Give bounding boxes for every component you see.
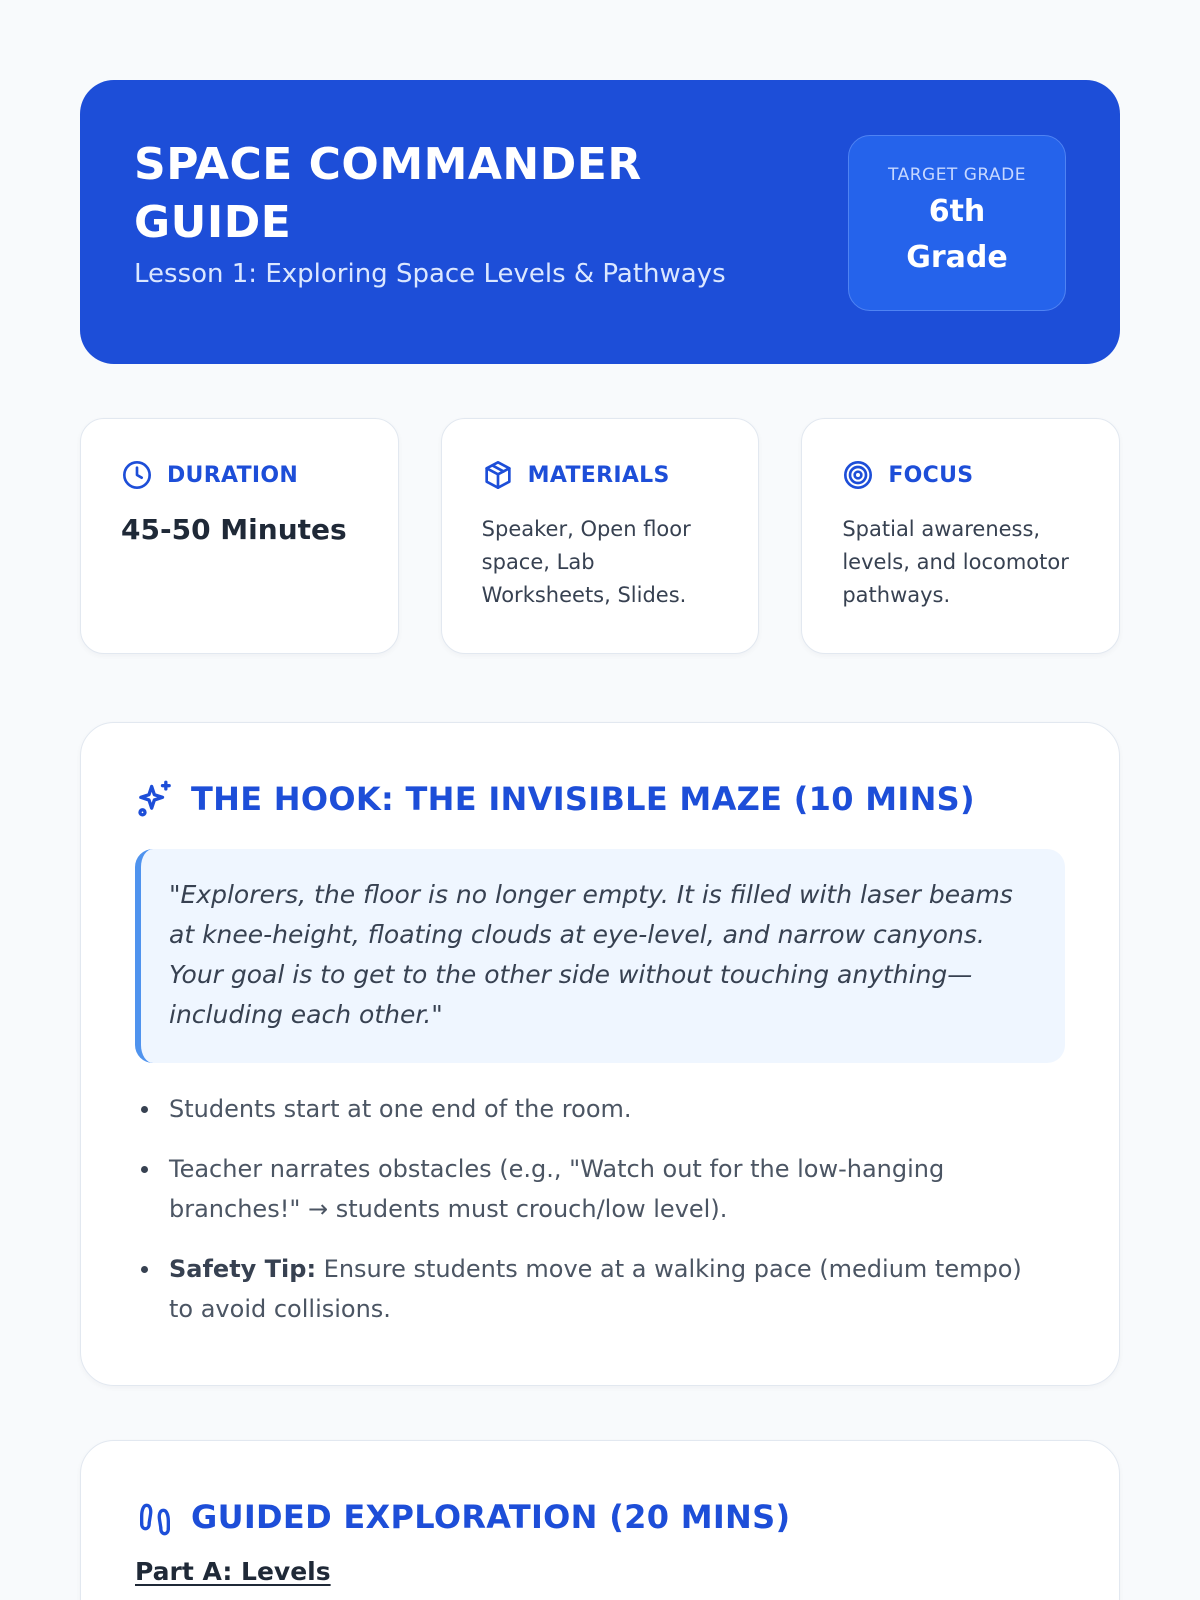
focus-card: [801, 418, 1120, 654]
part-a-heading: Part A: Levels: [135, 1557, 331, 1586]
guided-section-header: [135, 1493, 1065, 1541]
target-icon: [842, 459, 874, 491]
footprints-icon: [135, 1497, 175, 1537]
lesson-info-row: [80, 418, 1120, 654]
hook-steps-list: [135, 1089, 1065, 1329]
box-icon: [482, 459, 514, 491]
sparkles-icon: [135, 779, 175, 819]
duration-value: 45-50 Minutes: [121, 513, 347, 546]
list-item: Students start at one end of the room.: [135, 1089, 1035, 1129]
hook-section: [80, 722, 1120, 1386]
materials-card-header: [482, 459, 719, 491]
page-title: SPACE COMMANDER GUIDE: [134, 139, 642, 248]
safety-tip-text: Ensure students move at a walking pace (medium tempo) to avoid collisions.: [169, 1255, 1022, 1323]
materials-label: MATERIALS: [527, 462, 670, 488]
target-grade-badge: [848, 135, 1066, 311]
duration-card: [80, 418, 399, 654]
materials-value: Speaker, Open floor space, Lab Worksheets, Slides.: [481, 517, 691, 607]
target-grade-label: TARGET GRADE: [888, 165, 1026, 185]
hook-section-header: [135, 775, 1065, 823]
materials-card: [441, 418, 760, 654]
safety-tip-label: Safety Tip:: [169, 1255, 317, 1283]
hook-script-quote: "Explorers, the floor is no longer empty. It is filled with laser beams at knee-height, floating clouds at eye-level, and narrow canyons. Your goal is to get to the other side without touching anything—including each other.": [135, 849, 1065, 1063]
hook-title: THE HOOK: THE INVISIBLE MAZE (10 MINS): [191, 780, 975, 818]
lesson-subtitle: Lesson 1: Exploring Space Levels & Pathways: [134, 259, 726, 289]
lesson-header: [80, 80, 1120, 364]
list-item: Teacher narrates obstacles (e.g., "Watch out for the low-hanging branches!" → students must crouch/low level).: [135, 1149, 1035, 1229]
header-text: [134, 136, 794, 364]
list-item: [135, 1249, 1035, 1329]
guided-title: GUIDED EXPLORATION (20 MINS): [191, 1498, 791, 1536]
focus-label: FOCUS: [888, 462, 974, 488]
focus-value: Spatial awareness, levels, and locomotor pathways.: [842, 517, 1069, 607]
clock-icon: [121, 459, 153, 491]
duration-label: DURATION: [167, 462, 299, 488]
guided-exploration-section: [80, 1440, 1120, 1600]
focus-card-header: [842, 459, 1079, 491]
target-grade-value: 6th Grade: [906, 194, 1008, 275]
duration-card-header: [121, 459, 358, 491]
